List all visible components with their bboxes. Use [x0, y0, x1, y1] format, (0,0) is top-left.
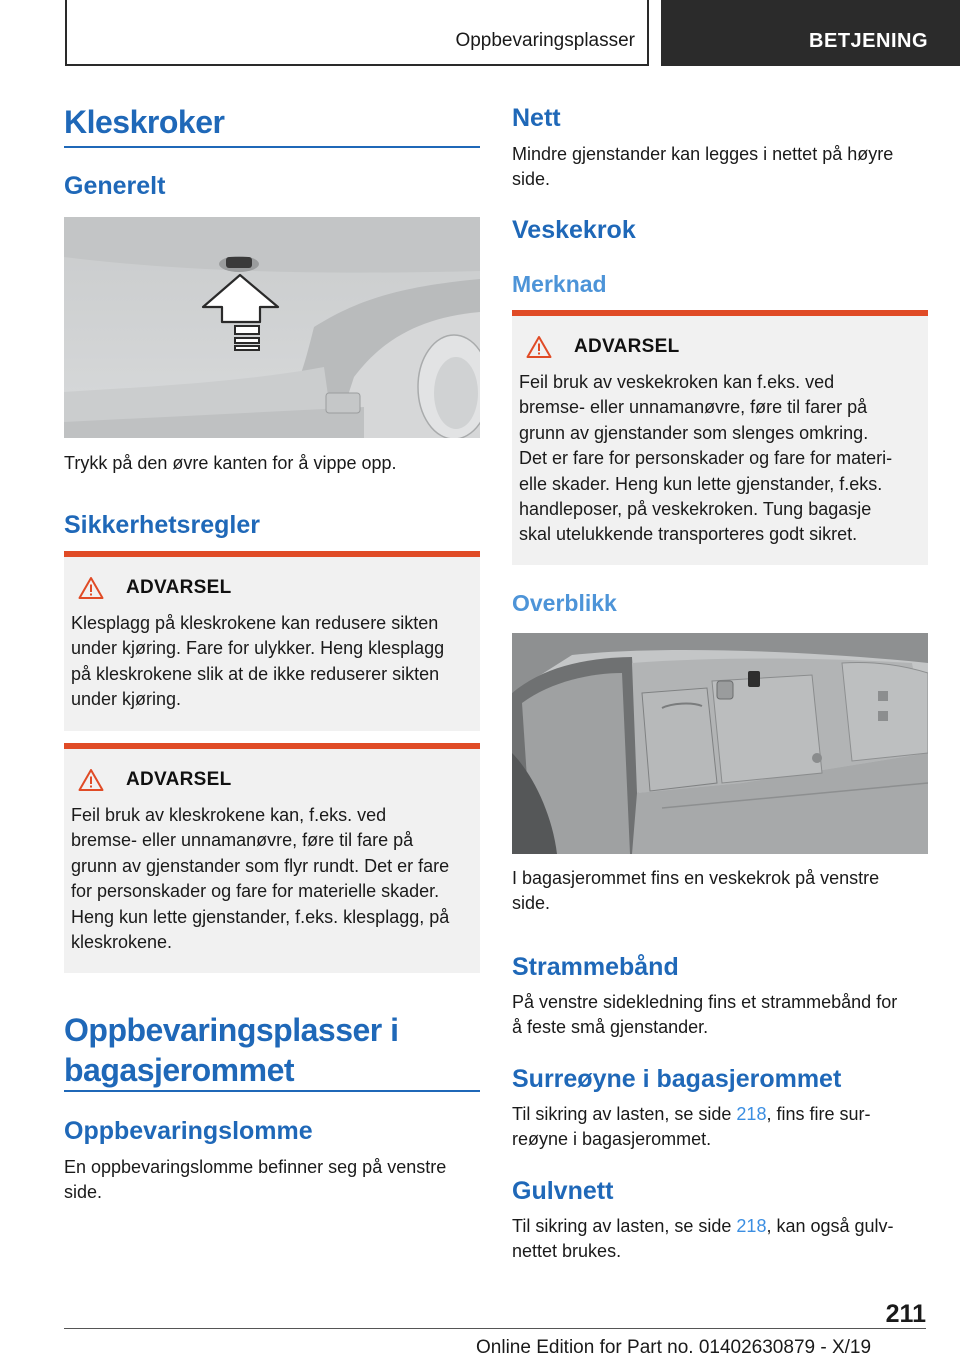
text-line: I bagasjerommet fins en veskekrok på venstre	[512, 868, 880, 888]
text-line: side.	[512, 169, 551, 189]
heading-oppbevaringsplasser	[64, 1010, 399, 1090]
warning-text	[71, 803, 476, 955]
trunk-illustration	[512, 633, 928, 854]
heading-gulvnett: Gulvnett	[512, 1177, 614, 1205]
page-link-218[interactable]: 218	[736, 1216, 767, 1236]
warning-label: ADVARSEL	[126, 577, 232, 598]
heading-overblikk: Overblikk	[512, 590, 617, 616]
paragraph-lomme	[64, 1155, 480, 1205]
warning-line: handleposer, på veskekroken. Tung bagasje	[519, 499, 872, 520]
text-fragment: , kan også gulv-	[766, 1216, 894, 1236]
header-section-title: Oppbevaringsplasser	[455, 30, 635, 51]
text-line: side.	[64, 1182, 103, 1202]
heading-rule	[64, 146, 480, 148]
text-line: å feste små gjenstander.	[512, 1017, 709, 1037]
warning-line: under kjøring.	[71, 689, 182, 710]
warning-label: ADVARSEL	[126, 769, 232, 790]
figure-coat-hook	[64, 217, 480, 438]
warning-line: skal utelukkende transporteres godt sikret.	[519, 524, 858, 545]
paragraph-strammeband	[512, 990, 928, 1040]
heading-generelt: Generelt	[64, 172, 166, 200]
warning-header	[78, 767, 232, 793]
header-section-box	[65, 0, 649, 66]
heading-surreoyne: Surreøyne i bagasjerommet	[512, 1065, 842, 1093]
heading-merknad: Merknad	[512, 271, 607, 297]
warning-header	[78, 575, 232, 601]
text-fragment: Til sikring av lasten, se side	[512, 1216, 737, 1236]
page-link-218[interactable]: 218	[736, 1104, 767, 1124]
heading-oppbevaringslomme: Oppbevaringslomme	[64, 1117, 313, 1145]
heading-kleskroker: Kleskroker	[64, 104, 225, 140]
warning-line: Det er fare for personskader og fare for materi-	[519, 448, 893, 469]
header-chapter-title: BETJENING	[809, 30, 928, 52]
figure-trunk	[512, 633, 928, 854]
warning-label: ADVARSEL	[574, 336, 680, 357]
footer-edition: Online Edition for Part no. 01402630879 - X/19	[476, 1337, 872, 1358]
text-line	[512, 1102, 928, 1127]
text-line: På venstre sidekledning fins et strammebånd for	[512, 992, 898, 1012]
paragraph-gulvnett	[512, 1214, 928, 1264]
figure-caption-coat-hook: Trykk på den øvre kanten for å vippe opp.	[64, 453, 397, 473]
warning-line: under kjøring. Fare for ulykker. Heng klesplagg	[71, 638, 445, 659]
warning-header	[526, 334, 680, 360]
warning-line: for personskader og fare for materielle skader.	[71, 881, 440, 902]
figure-caption-trunk	[512, 866, 928, 916]
warning-line: bremse- eller unnamanøvre, føre til farer på	[519, 397, 868, 418]
text-line: nettet brukes.	[512, 1241, 622, 1261]
warning-text	[71, 611, 476, 713]
coat-hook-illustration	[64, 217, 480, 438]
footer-rule	[64, 1328, 926, 1329]
warning-box-1	[64, 551, 480, 731]
heading-veskekrok: Veskekrok	[512, 216, 636, 244]
warning-line: Heng kun lette gjenstander, f.eks. klesplagg, på	[71, 906, 450, 927]
text-line: Mindre gjenstander kan legges i nettet på høyre	[512, 144, 894, 164]
heading-rule	[64, 1090, 480, 1092]
warning-line: Klesplagg på kleskrokene kan redusere sikten	[71, 613, 439, 633]
warning-line: Feil bruk av kleskrokene kan, f.eks. ved	[71, 805, 387, 825]
warning-line: på kleskrokene slik at de ikke reduserer sikten	[71, 663, 440, 684]
warning-box-2	[64, 743, 480, 973]
heading-line: Oppbevaringsplasser i	[64, 1012, 399, 1048]
warning-triangle-icon	[78, 576, 104, 600]
warning-line: Feil bruk av veskekroken kan f.eks. ved	[519, 372, 835, 392]
paragraph-nett	[512, 142, 928, 192]
warning-triangle-icon	[78, 768, 104, 792]
warning-box-3	[512, 310, 928, 565]
text-line: En oppbevaringslomme befinner seg på venstre	[64, 1157, 447, 1177]
heading-strammeband: Strammebånd	[512, 953, 679, 981]
paragraph-surreoyne	[512, 1102, 928, 1152]
heading-nett: Nett	[512, 104, 561, 132]
text-line	[512, 1214, 928, 1239]
warning-line: bremse- eller unnamanøvre, føre til fare på	[71, 830, 414, 851]
page-number: 211	[885, 1300, 926, 1328]
text-line: reøyne i bagasjerommet.	[512, 1129, 712, 1149]
text-line: side.	[512, 893, 551, 913]
warning-line: kleskrokene.	[71, 932, 173, 953]
heading-line: bagasjerommet	[64, 1052, 295, 1088]
text-fragment: , fins fire sur-	[766, 1104, 871, 1124]
warning-text	[519, 370, 924, 548]
warning-triangle-icon	[526, 335, 552, 359]
heading-sikkerhetsregler: Sikkerhetsregler	[64, 511, 260, 539]
warning-line: grunn av gjenstander som slenges omkring.	[519, 422, 869, 443]
warning-line: grunn av gjenstander som flyr rundt. Det er fare	[71, 855, 450, 876]
text-fragment: Til sikring av lasten, se side	[512, 1104, 737, 1124]
warning-line: elle skader. Heng kun lette gjenstander, f.eks.	[519, 473, 883, 494]
header-chapter-box	[661, 0, 960, 66]
